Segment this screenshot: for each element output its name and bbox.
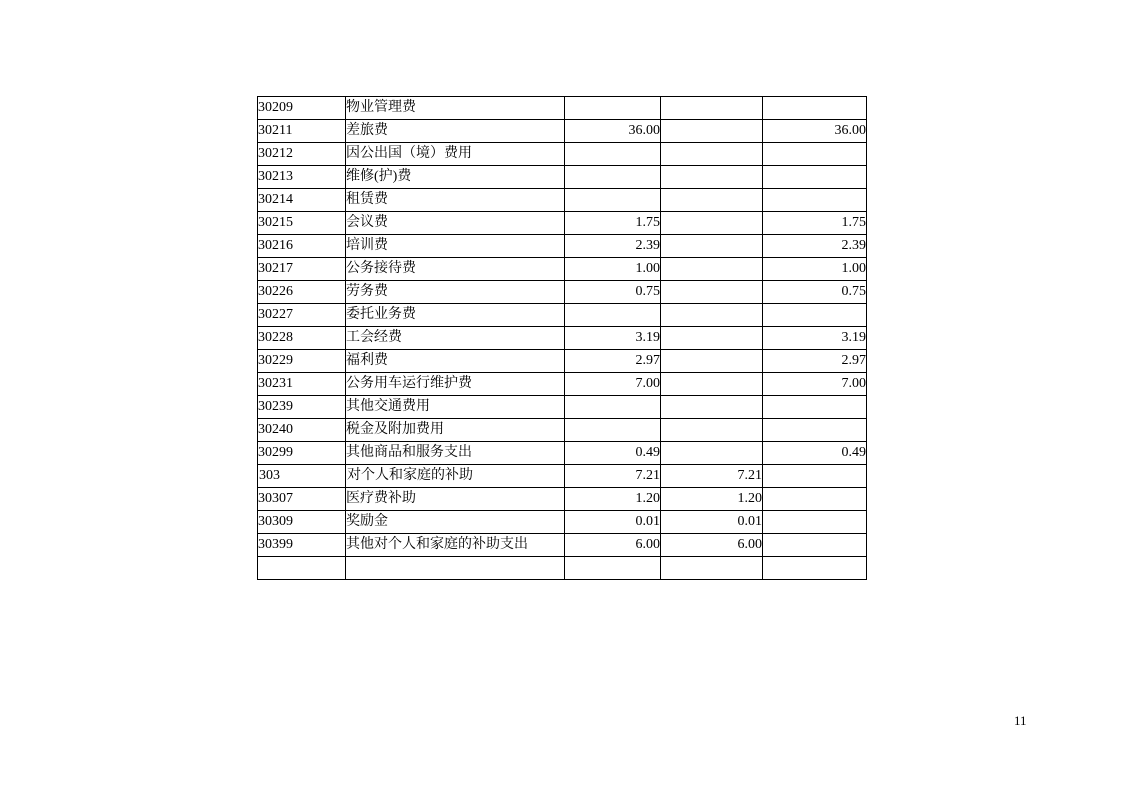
public-amount-cell: 3.19 (763, 327, 867, 350)
personnel-amount-cell: 1.20 (661, 488, 763, 511)
total-amount-cell: 0.01 (565, 511, 661, 534)
public-amount-cell: 1.75 (763, 212, 867, 235)
item-code-cell: 30213 (258, 166, 346, 189)
item-name-cell: 公务用车运行维护费 (346, 373, 565, 396)
total-amount-cell (565, 396, 661, 419)
table-row (258, 143, 867, 166)
item-name-cell: 其他对个人和家庭的补助支出 (346, 534, 565, 557)
item-name-cell: 福利费 (346, 350, 565, 373)
total-amount-cell: 2.39 (565, 235, 661, 258)
item-name-cell: 差旅费 (346, 120, 565, 143)
public-amount-cell: 7.00 (763, 373, 867, 396)
public-amount-cell (763, 304, 867, 327)
page-number: 11 (1014, 713, 1027, 728)
public-amount-cell: 1.00 (763, 258, 867, 281)
personnel-amount-cell (661, 166, 763, 189)
item-code-cell: 303 (258, 465, 346, 488)
item-code-cell: 30212 (258, 143, 346, 166)
item-code-cell: 30299 (258, 442, 346, 465)
item-code-cell: 30231 (258, 373, 346, 396)
personnel-amount-cell (661, 143, 763, 166)
expenditure-table-body (258, 97, 867, 580)
item-code-cell: 30240 (258, 419, 346, 442)
public-amount-cell: 2.39 (763, 235, 867, 258)
item-name-cell: 物业管理费 (346, 97, 565, 120)
item-name-cell: 医疗费补助 (346, 488, 565, 511)
public-amount-cell (763, 557, 867, 580)
item-name-cell: 会议费 (346, 212, 565, 235)
item-code-cell: 30227 (258, 304, 346, 327)
personnel-amount-cell (661, 281, 763, 304)
table-row (258, 304, 867, 327)
total-amount-cell: 2.97 (565, 350, 661, 373)
personnel-amount-cell: 6.00 (661, 534, 763, 557)
personnel-amount-cell (661, 189, 763, 212)
table-row (258, 350, 867, 373)
total-amount-cell: 7.00 (565, 373, 661, 396)
public-amount-cell (763, 534, 867, 557)
personnel-amount-cell: 0.01 (661, 511, 763, 534)
item-name-cell: 其他商品和服务支出 (346, 442, 565, 465)
item-name-cell: 租赁费 (346, 189, 565, 212)
table-row (258, 120, 867, 143)
public-amount-cell (763, 396, 867, 419)
public-amount-cell (763, 97, 867, 120)
table-row (258, 511, 867, 534)
table-row (258, 419, 867, 442)
total-amount-cell: 3.19 (565, 327, 661, 350)
total-amount-cell: 0.75 (565, 281, 661, 304)
table-row (258, 442, 867, 465)
item-code-cell: 30309 (258, 511, 346, 534)
item-name-cell: 对个人和家庭的补助 (346, 465, 565, 488)
table-row (258, 235, 867, 258)
personnel-amount-cell (661, 327, 763, 350)
table-row (258, 97, 867, 120)
total-amount-cell (565, 143, 661, 166)
total-amount-cell: 36.00 (565, 120, 661, 143)
personnel-amount-cell: 7.21 (661, 465, 763, 488)
total-amount-cell (565, 97, 661, 120)
public-amount-cell: 2.97 (763, 350, 867, 373)
public-amount-cell: 36.00 (763, 120, 867, 143)
table-row (258, 557, 867, 580)
item-name-cell: 培训费 (346, 235, 565, 258)
personnel-amount-cell (661, 373, 763, 396)
personnel-amount-cell (661, 396, 763, 419)
item-name-cell (346, 557, 565, 580)
personnel-amount-cell (661, 212, 763, 235)
public-amount-cell (763, 189, 867, 212)
item-code-cell: 30216 (258, 235, 346, 258)
public-amount-cell (763, 511, 867, 534)
item-name-cell: 因公出国（境）费用 (346, 143, 565, 166)
item-name-cell: 税金及附加费用 (346, 419, 565, 442)
total-amount-cell: 1.75 (565, 212, 661, 235)
total-amount-cell (565, 557, 661, 580)
personnel-amount-cell (661, 557, 763, 580)
item-code-cell: 30239 (258, 396, 346, 419)
item-name-cell: 公务接待费 (346, 258, 565, 281)
public-amount-cell (763, 143, 867, 166)
total-amount-cell: 7.21 (565, 465, 661, 488)
personnel-amount-cell (661, 419, 763, 442)
personnel-amount-cell (661, 350, 763, 373)
total-amount-cell: 1.20 (565, 488, 661, 511)
personnel-amount-cell (661, 304, 763, 327)
item-code-cell: 30229 (258, 350, 346, 373)
personnel-amount-cell (661, 97, 763, 120)
total-amount-cell (565, 189, 661, 212)
item-code-cell: 30209 (258, 97, 346, 120)
item-code-cell: 30307 (258, 488, 346, 511)
item-name-cell: 其他交通费用 (346, 396, 565, 419)
item-code-cell: 30226 (258, 281, 346, 304)
table-row (258, 488, 867, 511)
item-name-cell: 维修(护)费 (346, 166, 565, 189)
item-code-cell: 30217 (258, 258, 346, 281)
item-name-cell: 工会经费 (346, 327, 565, 350)
item-code-cell: 30399 (258, 534, 346, 557)
total-amount-cell (565, 419, 661, 442)
public-amount-cell (763, 419, 867, 442)
public-amount-cell: 0.49 (763, 442, 867, 465)
table-row (258, 534, 867, 557)
total-amount-cell (565, 304, 661, 327)
table-row (258, 327, 867, 350)
table-row (258, 166, 867, 189)
total-amount-cell: 1.00 (565, 258, 661, 281)
table-row (258, 465, 867, 488)
item-name-cell: 奖励金 (346, 511, 565, 534)
item-name-cell: 劳务费 (346, 281, 565, 304)
table-row (258, 281, 867, 304)
personnel-amount-cell (661, 258, 763, 281)
public-amount-cell (763, 488, 867, 511)
total-amount-cell: 6.00 (565, 534, 661, 557)
public-amount-cell (763, 465, 867, 488)
table-row (258, 212, 867, 235)
item-code-cell: 30228 (258, 327, 346, 350)
personnel-amount-cell (661, 235, 763, 258)
item-code-cell: 30211 (258, 120, 346, 143)
table-row (258, 396, 867, 419)
table-row (258, 189, 867, 212)
total-amount-cell: 0.49 (565, 442, 661, 465)
public-amount-cell: 0.75 (763, 281, 867, 304)
table-row (258, 258, 867, 281)
expenditure-table (257, 96, 867, 580)
public-amount-cell (763, 166, 867, 189)
item-name-cell: 委托业务费 (346, 304, 565, 327)
item-code-cell (258, 557, 346, 580)
item-code-cell: 30215 (258, 212, 346, 235)
total-amount-cell (565, 166, 661, 189)
personnel-amount-cell (661, 120, 763, 143)
table-row (258, 373, 867, 396)
personnel-amount-cell (661, 442, 763, 465)
item-code-cell: 30214 (258, 189, 346, 212)
